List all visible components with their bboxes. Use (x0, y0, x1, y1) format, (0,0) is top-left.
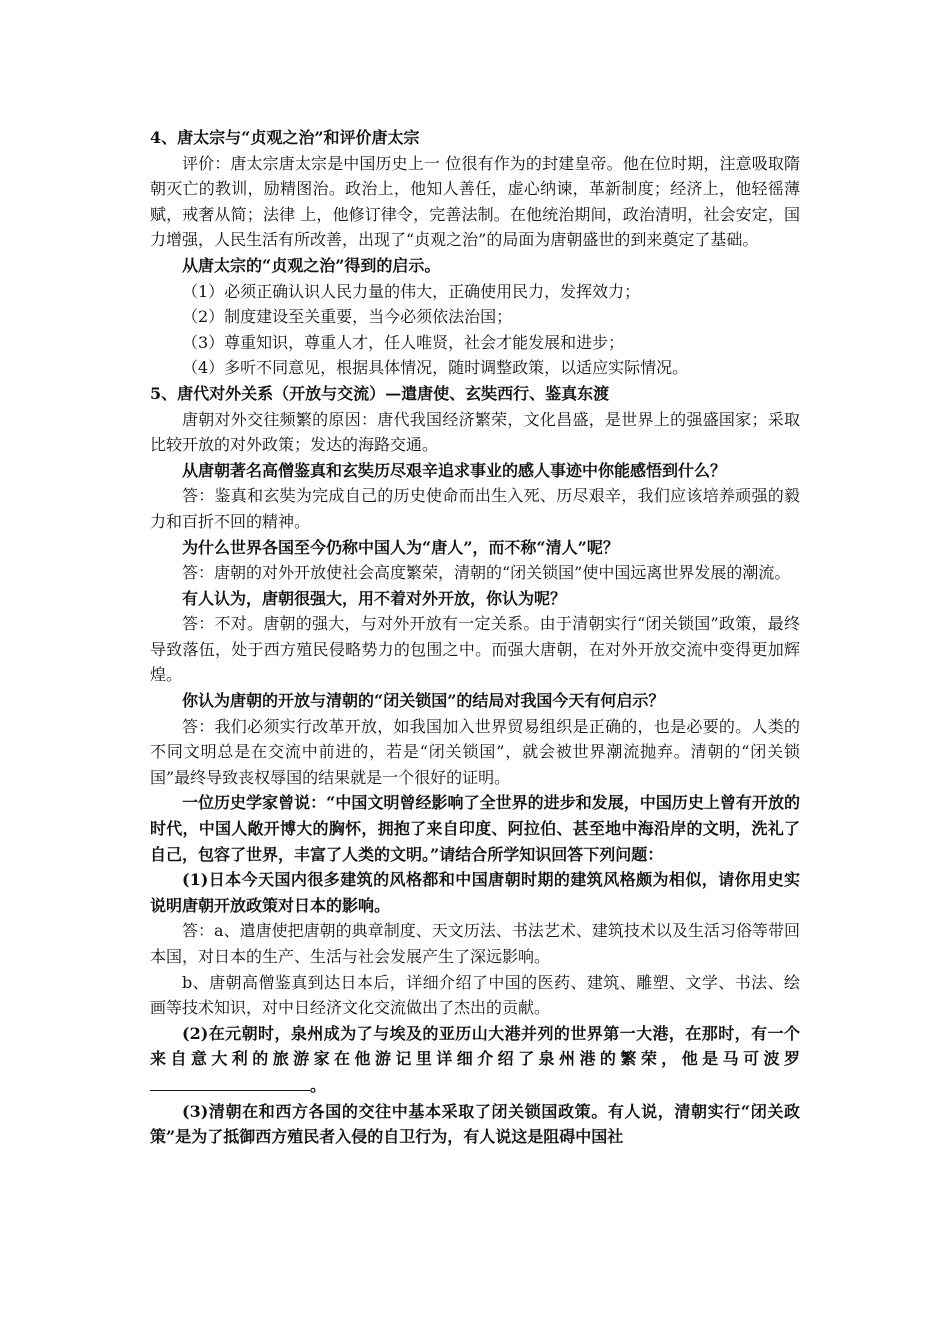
answer-1a: 答：a、遣唐使把唐朝的典章制度、天文历法、书法艺术、建筑技术以及生活习俗等带回本国，对日本的生产、生活与社会发展产生了深远影响。 (150, 921, 800, 966)
question: 从唐朝著名高僧鉴真和玄奘历尽艰辛追求事业的感人事迹中你能感悟到什么？ (182, 460, 727, 480)
lesson-item: （4）多听不同意见，根据具体情况，随时调整政策，以适应实际情况。 (182, 358, 689, 378)
question: 为什么世界各国至今仍称中国人为“唐人”，而不称“清人”呢？ (182, 537, 619, 557)
section5-reasons: 唐朝对外交往频繁的原因：唐代我国经济繁荣，文化昌盛，是世界上的强盛国家；采取比较开放的对外政策；发达的海路交通。 (150, 409, 800, 455)
answer-1b: b、唐朝高僧鉴真到达日本后，详细介绍了中国的医药、建筑、雕塑、文学、书法、绘画等技术知识，对中日经济文化交流做出了杰出的贡献。 (150, 972, 800, 1018)
lesson-item: （2）制度建设至关重要，当今必须依法治国； (182, 307, 513, 327)
answer: 答：鉴真和玄奘为完成自己的历史使命而出生入死、历尽艰辛，我们应该培养顽强的毅力和百折不回的精神。 (150, 486, 800, 531)
section5-heading: 5、唐代对外关系（开放与交流）—遣唐使、玄奘西行、鉴真东渡 (150, 383, 610, 403)
question-3: (3)清朝在和西方各国的交往中基本采取了闭关锁国政策。有人说，清朝实行“闭关政策”是为了抵御西方殖民者入侵的自卫行为，有人说这是阻碍中国社 (150, 1101, 800, 1147)
question-2-end: 。 (310, 1075, 327, 1095)
question-2-text: (2)在元朝时，泉州成为了与埃及的亚历山大港并列的世界第一大港，在那时，有一个来自意大利的旅游家在他游记里详细介绍了泉州港的繁荣，他是 (150, 1023, 800, 1069)
fill-blank-line (150, 1072, 310, 1091)
section4-evaluation: 评价：唐太宗唐太宗是中国历史上一 位很有作为的封建皇帝。他在位时期，注意吸取隋朝灭亡的教训，励精图治。政治上，他知人善任，虚心纳谏，革新制度；经济上，他轻徭薄赋，戒奢从简；法律 上，他修订律令，完善法制。在他统治期间，政治清明，社会安定，国力增强，人民生活有所改善，出现了“贞观之治”的局面为唐朝盛世的到来奠定了基础。 (150, 153, 800, 250)
historian-quote: 一位历史学家曾说：“中国文明曾经影响了全世界的进步和发展，中国历史上曾有开放的时代，中国人敞开博大的胸怀，拥抱了来自印度、阿拉伯、甚至地中海沿岸的文明，洗礼了自己，包容了世界，丰富了人类的文明。”请结合所学知识回答下列问题： (150, 793, 800, 864)
lesson-item: （1）必须正确认识人民力量的伟大，正确使用民力，发挥效力； (182, 281, 641, 301)
question-1: (1)日本今天国内很多建筑的风格都和中国唐朝时期的建筑风格颇为相似，请你用史实说明唐朝开放政策对日本的影响。 (150, 870, 800, 915)
section4-heading: 4、唐太宗与“贞观之治”和评价唐太宗 (150, 128, 420, 147)
section4-lessons-heading: 从唐太宗的“贞观之治”得到的启示。 (182, 255, 441, 275)
question: 你认为唐朝的开放与清朝的“闭关锁国”的结局对我国今天有何启示？ (182, 691, 665, 711)
question-2 (150, 1021, 800, 1099)
answer: 答：不对。唐朝的强大，与对外开放有一定关系。由于清朝实行“闭关锁国”政策，最终导致落伍，处于西方殖民侵略势力的包围之中。而强大唐朝，在对外开放交流中变得更加辉煌。 (150, 614, 800, 685)
answer: 答：我们必须实行改革开放，如我国加入世界贸易组织是正确的，也是必要的。人类的不同文明总是在交流中前进的，若是“闭关锁国”，就会被世界潮流抛弃。清朝的“闭关锁国”最终导致丧权辱国的结果就是一个很好的证明。 (150, 716, 800, 787)
lesson-item: （3）尊重知识，尊重人才，任人唯贤，社会才能发展和进步； (182, 332, 625, 352)
answer: 答：唐朝的对外开放使社会高度繁荣，清朝的“闭关锁国”使中国远离世界发展的潮流。 (182, 563, 791, 583)
question: 有人认为，唐朝很强大，用不着对外开放，你认为呢？ (182, 588, 567, 608)
question-2-answer: 马可波罗 (722, 1049, 800, 1069)
